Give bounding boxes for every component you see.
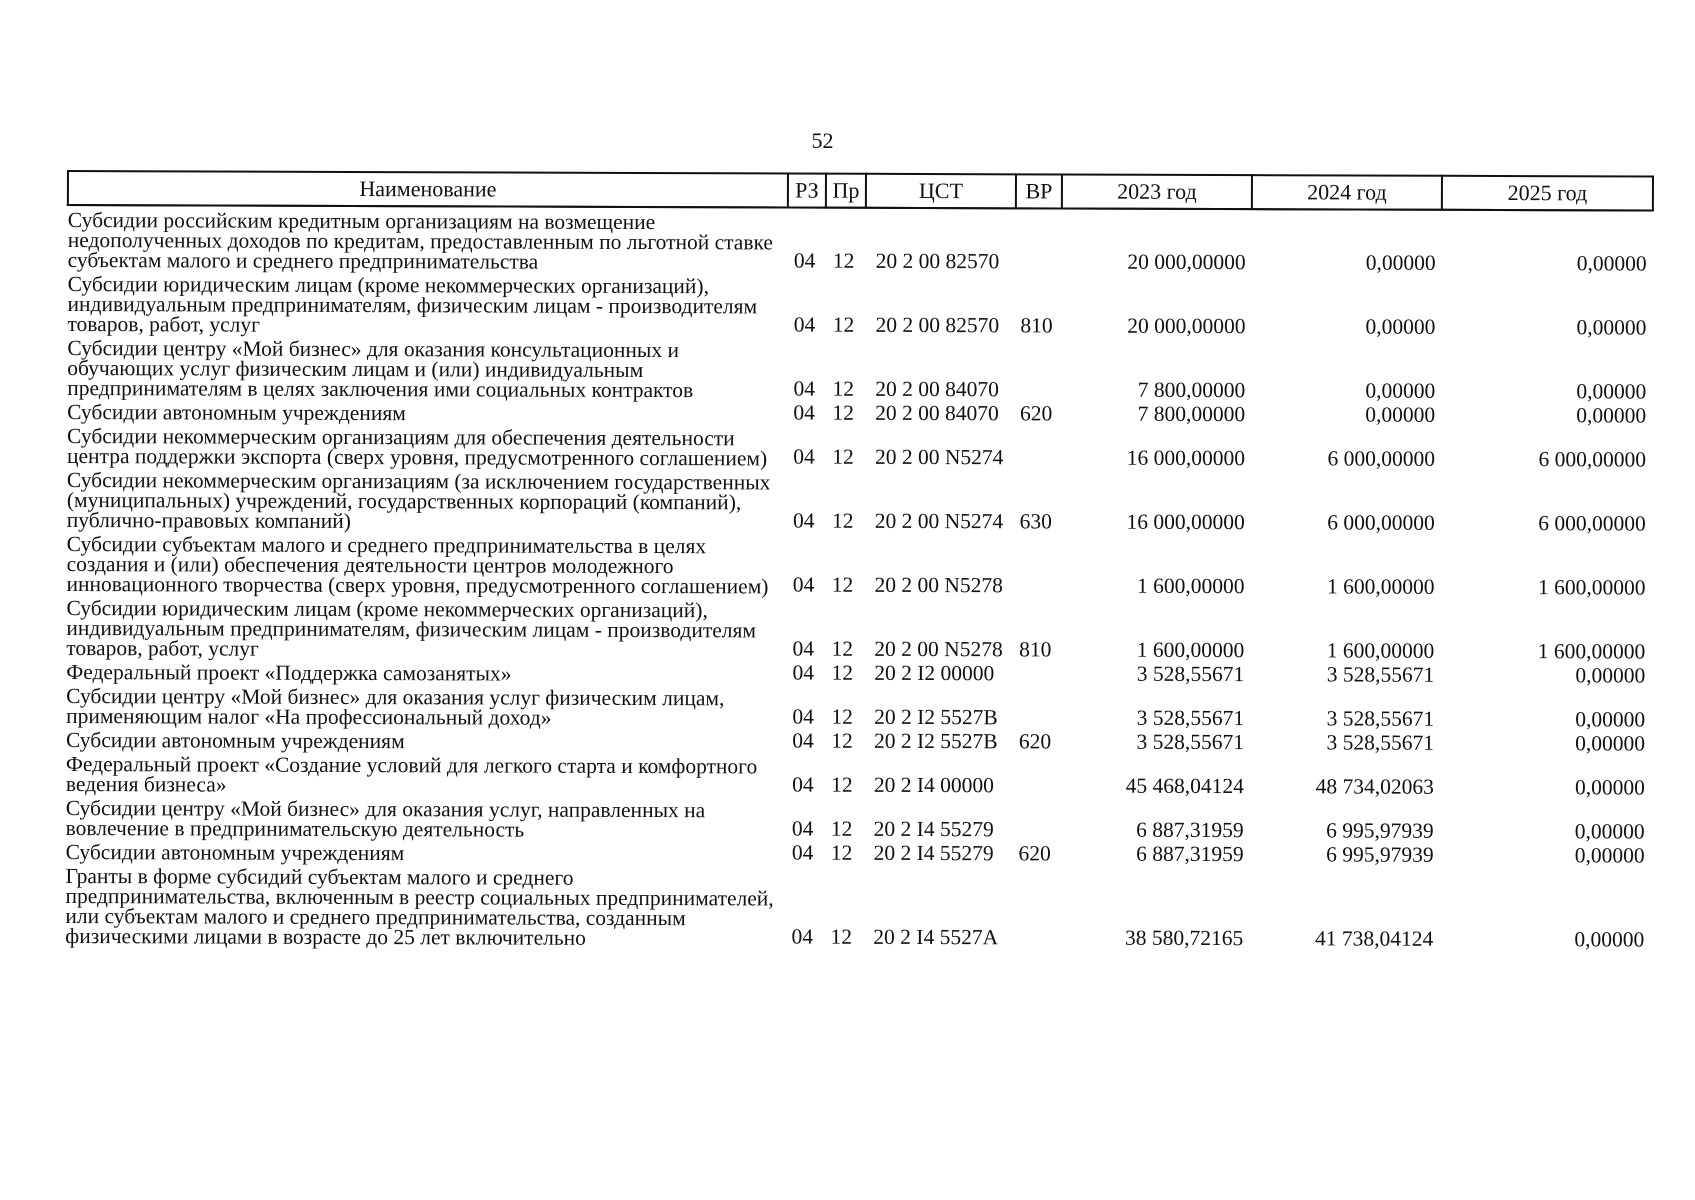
row-2025-cell: 0,00000 [1575,731,1646,756]
row-cst-cell: 20 2 I4 00000 [873,772,994,798]
row-pr-cell: 12 [831,660,854,685]
row-name-cell: Субсидии центру «Мой бизнес» для оказания консультационных и обучающих услуг физическим лицам и (или) индивидуальным предпринимателям в целях заключения ими социальных контрактов [67,336,694,403]
row-pr-cell: 12 [831,508,854,533]
row-2024-cell: 3 528,55671 [1326,662,1435,687]
row-vr-cell [1016,208,1062,275]
row-name-cell: Субсидии некоммерческим организациям для обеспечения деятельности центра поддержки экспорта (сверх уровня, предусмотренного соглашением) [66,424,768,471]
header-rz: РЗ [788,174,826,208]
row-pr-cell: 12 [831,772,853,797]
row-name-cell: Субсидии субъектам малого и среднего предпринимательства в целях создания и (или) обеспечения деятельности центров молодежного инновационного творчества (сверх уровня, предусмотренного соглашением) [66,532,769,599]
row-2025-cell: 0,00000 [1576,403,1647,428]
row-2025-cell: 0,00000 [1576,315,1647,340]
row-name-cell: Субсидии российским кредитным организациям на возмещение недополученных доходов по кредитам, предоставленным по льготной ставке субъектам малого и среднего предпринимательства [67,208,774,274]
header-name: Наименование [68,171,788,208]
row-2024-cell: 3 528,55671 [1326,730,1435,755]
table-row [67,532,1652,602]
row-vr-cell [1014,755,1060,799]
row-pr-cell: 12 [831,572,854,597]
row-name-cell: Субсидии автономным учреждениям [65,839,405,866]
row-2024-cell: 3 528,55671 [1326,706,1435,731]
row-2025-cell: 0,00000 [1574,843,1645,868]
row-vr-cell [1014,663,1060,687]
row-2023-cell: 7 800,00000 [1137,401,1246,427]
row-2024-cell: 48 734,02063 [1315,774,1434,799]
row-2023-cell: 7 800,00000 [1137,377,1246,403]
row-2023-cell: 20 000,00000 [1127,313,1246,339]
row-pr-cell: 12 [832,400,854,425]
page-number: 52 [811,128,834,153]
row-cst-cell: 20 2 00 N5278 [874,572,1004,598]
row-rz-cell: 04 [793,376,816,401]
row-rz-cell: 04 [792,704,814,729]
row-cst-cell: 20 2 00 84070 [875,400,999,426]
row-rz-cell: 04 [792,660,815,685]
row-2024-cell: 1 600,00000 [1327,574,1435,599]
row-2023-cell: 3 528,55671 [1136,729,1245,755]
row-2025-cell: 0,00000 [1574,819,1645,844]
row-pr-cell: 12 [832,376,855,401]
row-pr-cell: 12 [832,248,855,273]
row-2023-cell: 16 000,00000 [1126,445,1246,471]
row-2024-cell: 6 000,00000 [1327,510,1435,535]
row-rz-cell: 04 [791,924,814,949]
row-2024-cell: 6 995,97939 [1326,842,1434,867]
table-row [67,424,1652,474]
row-name-cell: Субсидии некоммерческим организациям (за исключением государственных (муниципальных) учреждений, государственных корпораций (компаний), публично-правовых компаний) [66,468,771,533]
row-cst-cell: 20 2 00 82570 [875,312,1000,338]
row-2023-cell: 6 887,31959 [1136,841,1244,867]
row-pr-cell: 12 [831,704,853,729]
row-rz-cell: 04 [793,444,815,469]
row-name-cell: Федеральный проект «Поддержка самозанятых» [66,660,512,686]
row-rz-cell: 04 [791,816,814,841]
row-vr-cell [1014,799,1060,843]
row-2025-cell: 0,00000 [1576,251,1647,276]
row-cst-cell: 20 2 00 N5274 [874,444,1004,470]
row-vr-cell [1015,535,1061,599]
row-cst-cell: 20 2 I2 00000 [874,660,995,686]
row-2024-cell: 1 600,00000 [1326,638,1435,663]
table-header-row [68,171,1653,211]
row-name-cell: Гранты в форме субсидий субъектам малого и среднего предпринимательства, включенным в реестр социальных предпринимателей, или субъектам малого и среднего предпринимательства, созданным физическими лицами в возрасте до 25 лет включительно [65,863,774,950]
row-2023-cell: 3 528,55671 [1136,705,1245,731]
table-row [68,205,1653,278]
row-vr-cell: 620 [1018,841,1051,866]
row-cst-cell: 20 2 I4 5527A [873,924,999,950]
row-pr-cell: 12 [830,924,853,949]
table-row [67,272,1652,342]
row-2025-cell: 6 000,00000 [1538,511,1646,536]
row-2025-cell: 0,00000 [1574,775,1645,800]
table-row [67,336,1652,406]
row-name-cell: Субсидии юридическим лицам (кроме некоммерческих организаций), индивидуальным предпринимателям, физическим лицам - производителям товаров, работ, услуг [67,272,758,337]
row-name-cell: Субсидии автономным учреждениям [65,728,405,754]
row-rz-cell: 04 [792,572,815,597]
row-pr-cell: 12 [830,816,853,841]
row-name-cell: Субсидии центру «Мой бизнес» для оказания услуг, направленных на вовлечение в предпринимательскую деятельность [65,795,706,842]
row-2025-cell: 0,00000 [1574,927,1645,952]
row-cst-cell: 20 2 00 84070 [875,376,999,402]
row-vr-cell: 810 [1019,637,1052,662]
row-pr-cell: 12 [831,728,853,753]
row-rz-cell: 04 [793,312,816,337]
row-name-cell: Федеральный проект «Создание условий для легкого старта и комфортного ведения бизнеса» [65,751,758,797]
row-pr-cell: 12 [830,840,853,865]
row-2023-cell: 6 887,31959 [1136,817,1244,843]
row-2023-cell: 45 468,04124 [1125,773,1244,799]
table-row [66,796,1651,846]
row-vr-cell [1014,687,1060,731]
row-cst-cell: 20 2 I2 5527B [874,704,998,730]
row-rz-cell: 04 [792,636,815,661]
row-pr-cell: 12 [832,444,854,469]
row-2025-cell: 0,00000 [1575,663,1646,688]
row-2023-cell: 20 000,00000 [1127,249,1246,275]
row-2025-cell: 1 600,00000 [1538,575,1646,600]
row-2024-cell: 0,00000 [1365,250,1436,275]
row-cst-cell: 20 2 I4 55279 [873,816,994,842]
row-cst-cell: 20 2 00 82570 [875,248,1000,274]
header-vr: ВР [1016,174,1062,208]
header-2023: 2023 год [1062,174,1252,209]
header-2025: 2025 год [1442,176,1653,211]
row-rz-cell: 04 [793,248,816,273]
row-cst-cell: 20 2 I2 5527B [873,728,998,754]
row-vr-cell [1015,339,1061,403]
row-2023-cell: 1 600,00000 [1136,637,1245,663]
table-row [66,684,1651,734]
row-2023-cell: 16 000,00000 [1126,509,1245,535]
row-vr-cell: 810 [1020,313,1053,338]
row-2024-cell: 0,00000 [1365,402,1436,427]
table-row [66,596,1651,666]
row-2025-cell: 6 000,00000 [1538,447,1647,472]
header-2024: 2024 год [1252,175,1442,210]
row-vr-cell: 620 [1018,729,1052,754]
table-row [67,468,1652,538]
row-rz-cell: 04 [792,508,815,533]
row-name-cell: Субсидии автономным учреждениям [67,400,406,426]
row-pr-cell: 12 [831,636,854,661]
row-2024-cell: 0,00000 [1365,378,1436,403]
row-2024-cell: 41 738,04124 [1315,926,1434,951]
row-vr-cell: 620 [1019,401,1053,426]
row-2024-cell: 0,00000 [1365,314,1436,339]
row-cst-cell: 20 2 00 N5278 [874,636,1003,662]
budget-table [64,170,1654,954]
row-2023-cell: 38 580,72165 [1125,925,1244,951]
row-rz-cell: 04 [793,400,815,425]
row-2024-cell: 6 000,00000 [1327,446,1436,471]
row-vr-cell: 630 [1019,509,1052,534]
row-2023-cell: 3 528,55671 [1136,661,1245,687]
row-rz-cell: 04 [791,840,814,865]
row-vr-cell [1015,427,1061,471]
row-rz-cell: 04 [792,772,814,797]
row-cst-cell: 20 2 I4 55279 [873,840,994,866]
row-rz-cell: 04 [792,728,814,753]
table-row [66,752,1651,802]
row-2025-cell: 1 600,00000 [1537,639,1646,664]
row-cst-cell: 20 2 00 N5274 [874,508,1004,534]
row-pr-cell: 12 [832,312,855,337]
row-2025-cell: 0,00000 [1575,707,1646,732]
row-name-cell: Субсидии центру «Мой бизнес» для оказания услуг физическим лицам, применяющим налог «На профессиональный доход» [66,684,725,730]
table-body [65,205,1653,954]
row-vr-cell [1013,867,1059,951]
row-2024-cell: 6 995,97939 [1326,818,1434,843]
table-row [65,864,1650,954]
row-2025-cell: 0,00000 [1576,379,1647,404]
row-2023-cell: 1 600,00000 [1137,573,1245,599]
row-name-cell: Субсидии юридическим лицам (кроме некоммерческих организаций), индивидуальным предпринимателям, физическим лицам - производителям товаров, работ, услуг [66,596,757,661]
header-pr: Пр [826,174,866,208]
header-cst: ЦСТ [866,174,1016,209]
